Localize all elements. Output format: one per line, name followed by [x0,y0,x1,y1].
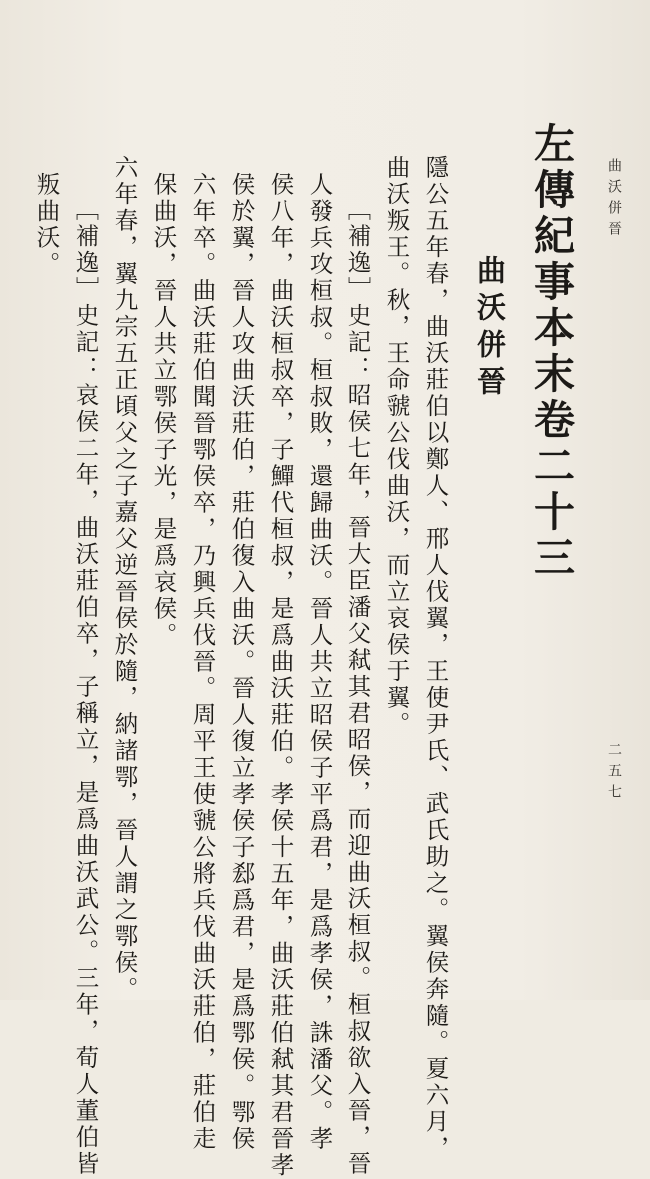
text-line-11: 叛曲沃。 [32,172,61,278]
text-line-9: 六年春，翼九宗五正頃父之子嘉父逆晉侯於隨，納諸鄂，晉人謂之鄂侯。 [110,155,139,1003]
text-line-5: 侯八年，曲沃桓叔卒，子鱓代桓叔，是爲曲沃莊伯。孝侯十五年，曲沃莊伯弒其君晉孝 [266,172,295,1179]
text-line-4: 人發兵攻桓叔。桓叔敗，還歸曲沃。晉人共立昭侯子平爲君，是爲孝侯，誅潘父。孝 [305,172,334,1153]
text-line-7: 六年卒。曲沃莊伯聞晉鄂侯卒，乃興兵伐晉。周平王使虢公將兵伐曲沃莊伯，莊伯走 [188,172,217,1153]
page-number: 二五七 [606,742,622,805]
section-heading: 曲沃併晉 [473,255,507,403]
text-line-1: 隱公五年春，曲沃莊伯以鄭人、邢人伐翼，王使尹氏、武氏助之。翼侯奔隨。夏六月， [421,155,450,1162]
text-line-6: 侯於翼，晉人攻曲沃莊伯，莊伯復入曲沃。晉人復立孝侯子郄爲君，是爲鄂侯。鄂侯 [227,172,256,1153]
running-title: 曲沃併晉 [606,158,622,242]
text-line-8: 保曲沃，晉人共立鄂侯子光，是爲哀侯。 [149,172,178,649]
text-line-3: ［補逸］史記：昭侯七年，晉大臣潘父弒其君昭侯，而迎曲沃桓叔。桓叔欲入晉，晉 [343,197,372,1178]
text-line-10: ［補逸］史記：哀侯二年，曲沃莊伯卒，子稱立，是爲曲沃武公。三年，荀人董伯皆 [71,197,100,1178]
text-line-2: 曲沃叛王。秋，王命虢公伐曲沃，而立哀侯于翼。 [382,155,411,738]
chapter-title: 左傳紀事本末卷二十三 [527,122,575,582]
